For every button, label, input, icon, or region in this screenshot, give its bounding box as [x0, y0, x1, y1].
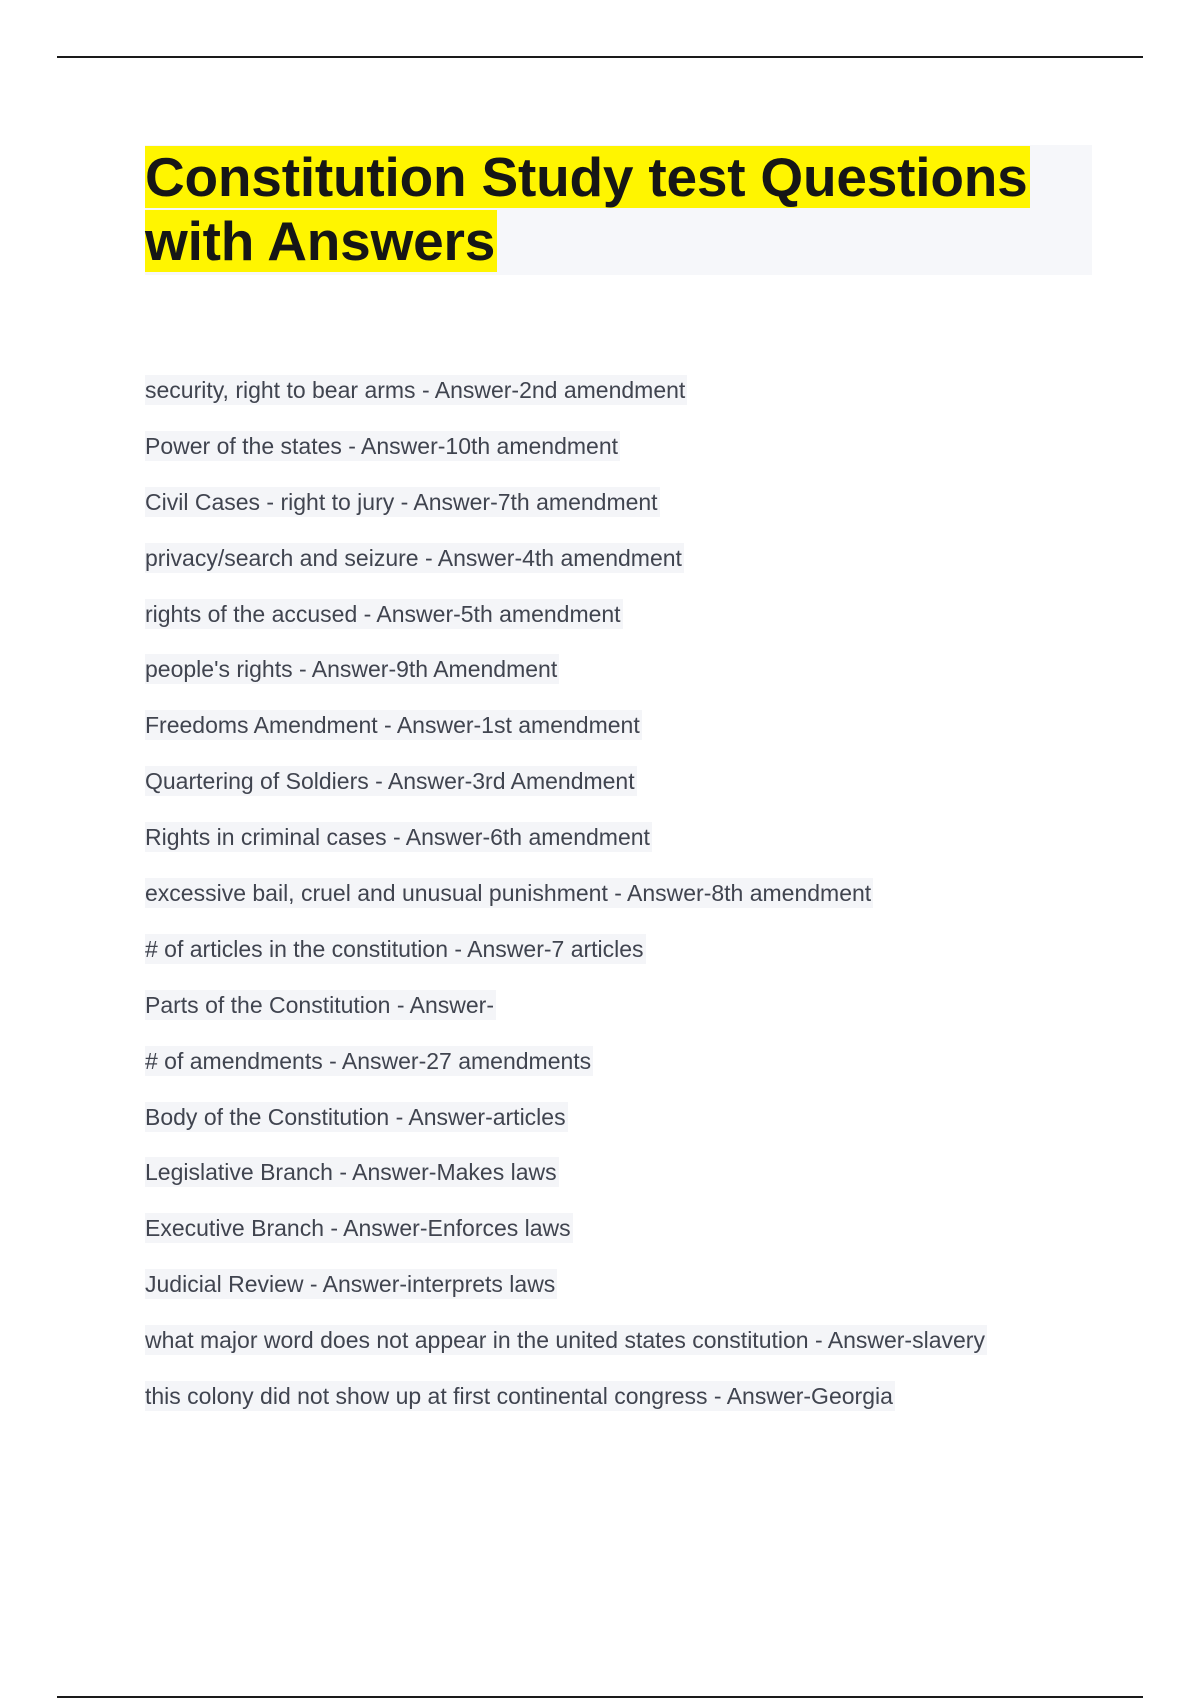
qa-item: [145, 1102, 1105, 1158]
qa-text: Judicial Review - Answer-interprets laws: [145, 1271, 556, 1298]
qa-item: [145, 878, 1105, 934]
qa-item: [145, 1157, 1105, 1213]
qa-text: Executive Branch - Answer-Enforces laws: [145, 1215, 571, 1242]
qa-text: Legislative Branch - Answer-Makes laws: [145, 1159, 557, 1186]
top-rule: [57, 56, 1143, 58]
title-block: [145, 145, 1092, 275]
qa-item: [145, 431, 1105, 487]
qa-item: [145, 1213, 1105, 1269]
qa-text: # of amendments - Answer-27 amendments: [145, 1047, 592, 1074]
page-title: [145, 145, 1092, 273]
qa-text: this colony did not show up at first continental congress - Answer-Georgia: [145, 1383, 893, 1410]
qa-text: rights of the accused - Answer-5th amendment: [145, 600, 621, 627]
qa-item: [145, 990, 1105, 1046]
qa-item: [145, 375, 1105, 431]
qa-text: excessive bail, cruel and unusual punishment - Answer-8th amendment: [145, 880, 872, 907]
qa-item: [145, 654, 1105, 710]
qa-item: [145, 710, 1105, 766]
qa-item: [145, 543, 1105, 599]
qa-text: people's rights - Answer-9th Amendment: [145, 656, 558, 683]
qa-text: privacy/search and seizure - Answer-4th amendment: [145, 544, 682, 571]
qa-text: Power of the states - Answer-10th amendment: [145, 432, 619, 459]
qa-item: [145, 1325, 1105, 1381]
qa-text: # of articles in the constitution - Answer-7 articles: [145, 935, 644, 962]
qa-text: Quartering of Soldiers - Answer-3rd Amendment: [145, 768, 635, 795]
qa-text: Rights in criminal cases - Answer-6th amendment: [145, 824, 650, 851]
qa-text: what major word does not appear in the united states constitution - Answer-slavery: [145, 1327, 985, 1354]
qa-item: [145, 487, 1105, 543]
qa-text: Parts of the Constitution - Answer-: [145, 991, 494, 1018]
qa-item: [145, 766, 1105, 822]
qa-item: [145, 822, 1105, 878]
qa-item: [145, 599, 1105, 655]
qa-text: security, right to bear arms - Answer-2nd amendment: [145, 377, 686, 403]
qa-item: [145, 1269, 1105, 1325]
bottom-rule: [57, 1696, 1143, 1698]
qa-item: [145, 1381, 1105, 1437]
qa-text: Civil Cases - right to jury - Answer-7th amendment: [145, 488, 658, 515]
qa-text: Freedoms Amendment - Answer-1st amendment: [145, 712, 640, 739]
qa-text: Body of the Constitution - Answer-articles: [145, 1103, 566, 1130]
qa-list: [145, 375, 1105, 1437]
title-highlight: Constitution Study test Questions with Answers: [145, 146, 1028, 272]
qa-item: [145, 934, 1105, 990]
qa-item: [145, 1046, 1105, 1102]
